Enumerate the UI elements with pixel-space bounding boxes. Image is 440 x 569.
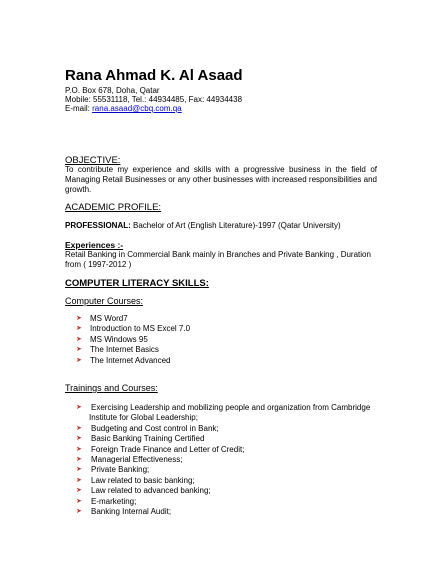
red-arrow-bullet-icon: ➤: [76, 435, 82, 443]
trainings-list: [76, 403, 370, 517]
objective-text: To contribute my experience and skills with a progressive business in the field of Managing Retail Businesses or any other businesses with increased responsibilities and growth.: [65, 165, 377, 194]
list-item: ➤ The Internet Advanced: [76, 355, 171, 365]
list-item: ➤ Law related to basic banking;: [76, 475, 195, 485]
list-item-continuation: Institute for Global Leadership;: [89, 413, 198, 423]
experiences-line-1: Retail Banking in Commercial Bank mainly in Branches and Private Banking , Duration: [65, 250, 371, 259]
list-item: ➤ Banking Internal Audit;: [76, 507, 172, 517]
list-item: ➤ Exercising Leadership and mobilizing people and organization from Cambridge: [76, 403, 371, 412]
red-arrow-bullet-icon: ➤: [76, 466, 82, 474]
email-label: E-mail:: [65, 104, 90, 113]
academic-heading: ACADEMIC PROFILE:: [65, 202, 162, 213]
list-item: ➤ Private Banking;: [76, 465, 150, 475]
computer-courses-heading: Computer Courses:: [65, 296, 144, 306]
list-item: ➤ Managerial Effectiveness;: [76, 455, 183, 465]
list-item: ➤ Introduction to MS Excel 7.0: [76, 324, 191, 334]
list-item: ➤ MS Word7: [76, 314, 128, 323]
experiences-heading: Experiences :-: [65, 240, 124, 250]
red-arrow-bullet-icon: ➤: [76, 315, 82, 322]
computer-courses-list: [76, 314, 190, 366]
red-arrow-bullet-icon: ➤: [76, 346, 82, 354]
red-arrow-bullet-icon: ➤: [76, 508, 82, 516]
list-item: ➤ Law related to advanced banking;: [76, 486, 211, 496]
email-line: [65, 104, 182, 114]
professional-text: Bachelor of Art (English Literature)-1997 (Qatar University): [130, 221, 341, 230]
objective-heading: OBJECTIVE:: [65, 155, 121, 166]
red-arrow-bullet-icon: ➤: [76, 356, 82, 364]
red-arrow-bullet-icon: ➤: [76, 487, 82, 495]
red-arrow-bullet-icon: ➤: [76, 456, 82, 464]
list-item: ➤ E-marketing;: [76, 496, 137, 506]
red-arrow-bullet-icon: ➤: [76, 335, 82, 343]
trainings-heading: Trainings and Courses:: [65, 383, 158, 393]
email-link[interactable]: rana.asaad@cbq.com.qa: [92, 104, 182, 113]
list-item: ➤ MS Windows 95: [76, 334, 148, 344]
red-arrow-bullet-icon: ➤: [76, 325, 82, 333]
experiences-line-2: from ( 1997-2012 ): [65, 260, 132, 269]
phone-line: Mobile: 55531118, Tel.: 44934485, Fax: 44934438: [65, 95, 243, 104]
red-arrow-bullet-icon: ➤: [76, 424, 82, 432]
address-line: P.O. Box 678, Doha, Qatar: [65, 86, 160, 95]
list-item: ➤ Budgeting and Cost control in Bank;: [76, 423, 219, 433]
list-item: ➤ Basic Banking Training Certified: [76, 434, 205, 444]
candidate-name: Rana Ahmad K. Al Asaad: [65, 67, 243, 84]
professional-label: PROFESSIONAL:: [65, 221, 131, 230]
professional-line: [65, 221, 341, 231]
red-arrow-bullet-icon: ➤: [76, 476, 82, 484]
computer-heading: COMPUTER LITERACY SKILLS:: [65, 278, 209, 289]
list-item: ➤ Foreign Trade Finance and Letter of Credit;: [76, 444, 245, 454]
red-arrow-bullet-icon: ➤: [76, 497, 82, 505]
list-item: ➤ The Internet Basics: [76, 345, 159, 355]
red-arrow-bullet-icon: ➤: [76, 404, 82, 411]
red-arrow-bullet-icon: ➤: [76, 445, 82, 453]
